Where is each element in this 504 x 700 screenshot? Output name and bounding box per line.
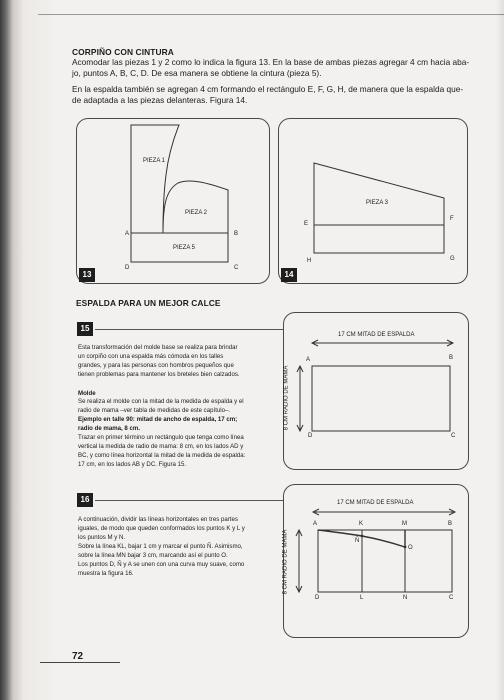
fig16-text-line-5: sobre la línea MN bajar 3 cm, marcando así el punto O.: [78, 552, 228, 559]
fig16-text-line-2: iguales, de modo que queden conformados los puntos K y L y: [78, 525, 245, 532]
fig15-molde-line-2: radio de mama –ver tabla de medidas de este capítulo–.: [78, 407, 231, 414]
fig16-point-o: O: [408, 545, 413, 551]
fig15-molde-title: Molde: [78, 390, 96, 397]
paragraph-line-4: de adaptada a las piezas delanteras. Figura 14.: [72, 95, 248, 105]
fig15-intro-line-4: tienen problemas para mantener los breteles bien calzados.: [78, 371, 240, 378]
fig15-molde-line-8: 17 cm, en los lados AB y DC. Figura 15.: [78, 461, 187, 468]
fig15-top-label: 17 CM MITAD DE ESPALDA: [338, 332, 415, 338]
fig16-point-k: K: [359, 521, 364, 527]
fig14-point-f: F: [450, 216, 454, 222]
figure-14-badge: 14: [281, 268, 297, 282]
fig15-molde-line-5: Trazar en primer término un rectángulo que tenga como línea: [78, 434, 244, 441]
fig14-point-e: E: [304, 221, 309, 227]
paragraph-line-2: jo, puntos A, B, C, D. De esa manera se obtiene la cintura (pieza 5).: [72, 68, 322, 78]
fig16-point-n: N: [403, 595, 408, 601]
fig15-molde-line-1: Se realiza el molde con la mitad de la medida de espalda y el: [78, 398, 244, 405]
fig16-point-c: C: [449, 595, 454, 601]
fig13-pieza2-label: PIEZA 2: [185, 210, 208, 216]
fig16-top-label: 17 CM MITAD DE ESPALDA: [337, 500, 414, 506]
fig16-text-line-4: Sobre la línea KL, bajar 1 cm y marcar el punto Ñ. Asimismo,: [78, 543, 243, 550]
fig14-point-h: H: [307, 258, 312, 264]
figure-15-badge: 15: [77, 322, 93, 336]
figure-16-badge: 16: [77, 493, 93, 507]
fig16-point-n-tilde: Ñ: [355, 538, 360, 544]
fig14-pieza3-label: PIEZA 3: [366, 200, 389, 206]
fig15-molde-line-3: Ejemplo en talle 90: mitad de ancho de espalda, 17 cm;: [78, 416, 238, 423]
figure-13-badge: 13: [79, 268, 95, 282]
fig15-intro-line-2: un corpiño con una espalda más cómoda en los talles: [78, 353, 224, 360]
fig16-point-a: A: [313, 521, 318, 527]
fig15-side-label: 8 CM RADIO DE MAMA: [283, 365, 290, 431]
fig13-point-a: A: [125, 231, 130, 237]
section-title-corpino: CORPIÑO CON CINTURA: [72, 47, 174, 57]
fig15-molde-line-4: radio de mama, 8 cm.: [78, 425, 140, 432]
fig13-point-c: C: [234, 265, 239, 271]
fig15-molde-line-7: BC, y como línea horizontal la mitad de la medida de espalda:: [78, 452, 246, 459]
paragraph-line-1: Acomodar las piezas 1 y 2 como lo indica la figura 13. En la base de ambas piezas agregar 4 cm hacia aba-: [72, 57, 470, 67]
fig16-point-b: B: [448, 521, 453, 527]
fig14-point-g: G: [450, 256, 455, 262]
fig16-text-line-6: Los puntos D, Ñ y A se unen con una curva muy suave, como: [78, 561, 245, 568]
fig15-molde-line-6: vertical la medida de radio de mama: 8 cm, en los lados AD y: [78, 443, 244, 450]
paragraph-line-3: En la espalda también se agregan 4 cm formando el rectángulo E, F, G, H, de manera que la espalda que-: [72, 84, 464, 94]
fig16-text-line-7: muestra la figura 16.: [78, 570, 134, 577]
fig15-point-c: C: [451, 433, 456, 439]
fig13-point-b: B: [234, 231, 239, 237]
fig15-point-d: D: [308, 433, 313, 439]
fig16-point-m: M: [402, 521, 407, 527]
fig16-text-line-1: A continuación, dividir las líneas horizontales en tres partes: [78, 516, 238, 523]
fig13-pieza1-label: PIEZA 1: [143, 158, 166, 164]
fig15-intro-line-1: Esta transformación del molde base se realiza para brindar: [78, 344, 238, 351]
fig15-point-b: B: [449, 355, 454, 361]
fig13-pieza5-label: PIEZA 5: [173, 245, 196, 251]
page-number: 72: [72, 651, 84, 662]
fig16-point-d: D: [315, 595, 320, 601]
fig15-point-a: A: [306, 357, 311, 363]
fig13-point-d: D: [125, 265, 130, 271]
section-title-espalda: ESPALDA PARA UN MEJOR CALCE: [76, 298, 221, 308]
page-number-rule: [40, 662, 120, 663]
fig16-side-label: 8 CM RADIO DE MAMA: [282, 529, 289, 595]
fig16-text-line-3: los puntos M y N.: [78, 534, 126, 541]
fig16-point-l: L: [360, 595, 364, 601]
fig15-intro-line-3: grandes, y para las personas con hombros pequeños que: [78, 362, 234, 369]
